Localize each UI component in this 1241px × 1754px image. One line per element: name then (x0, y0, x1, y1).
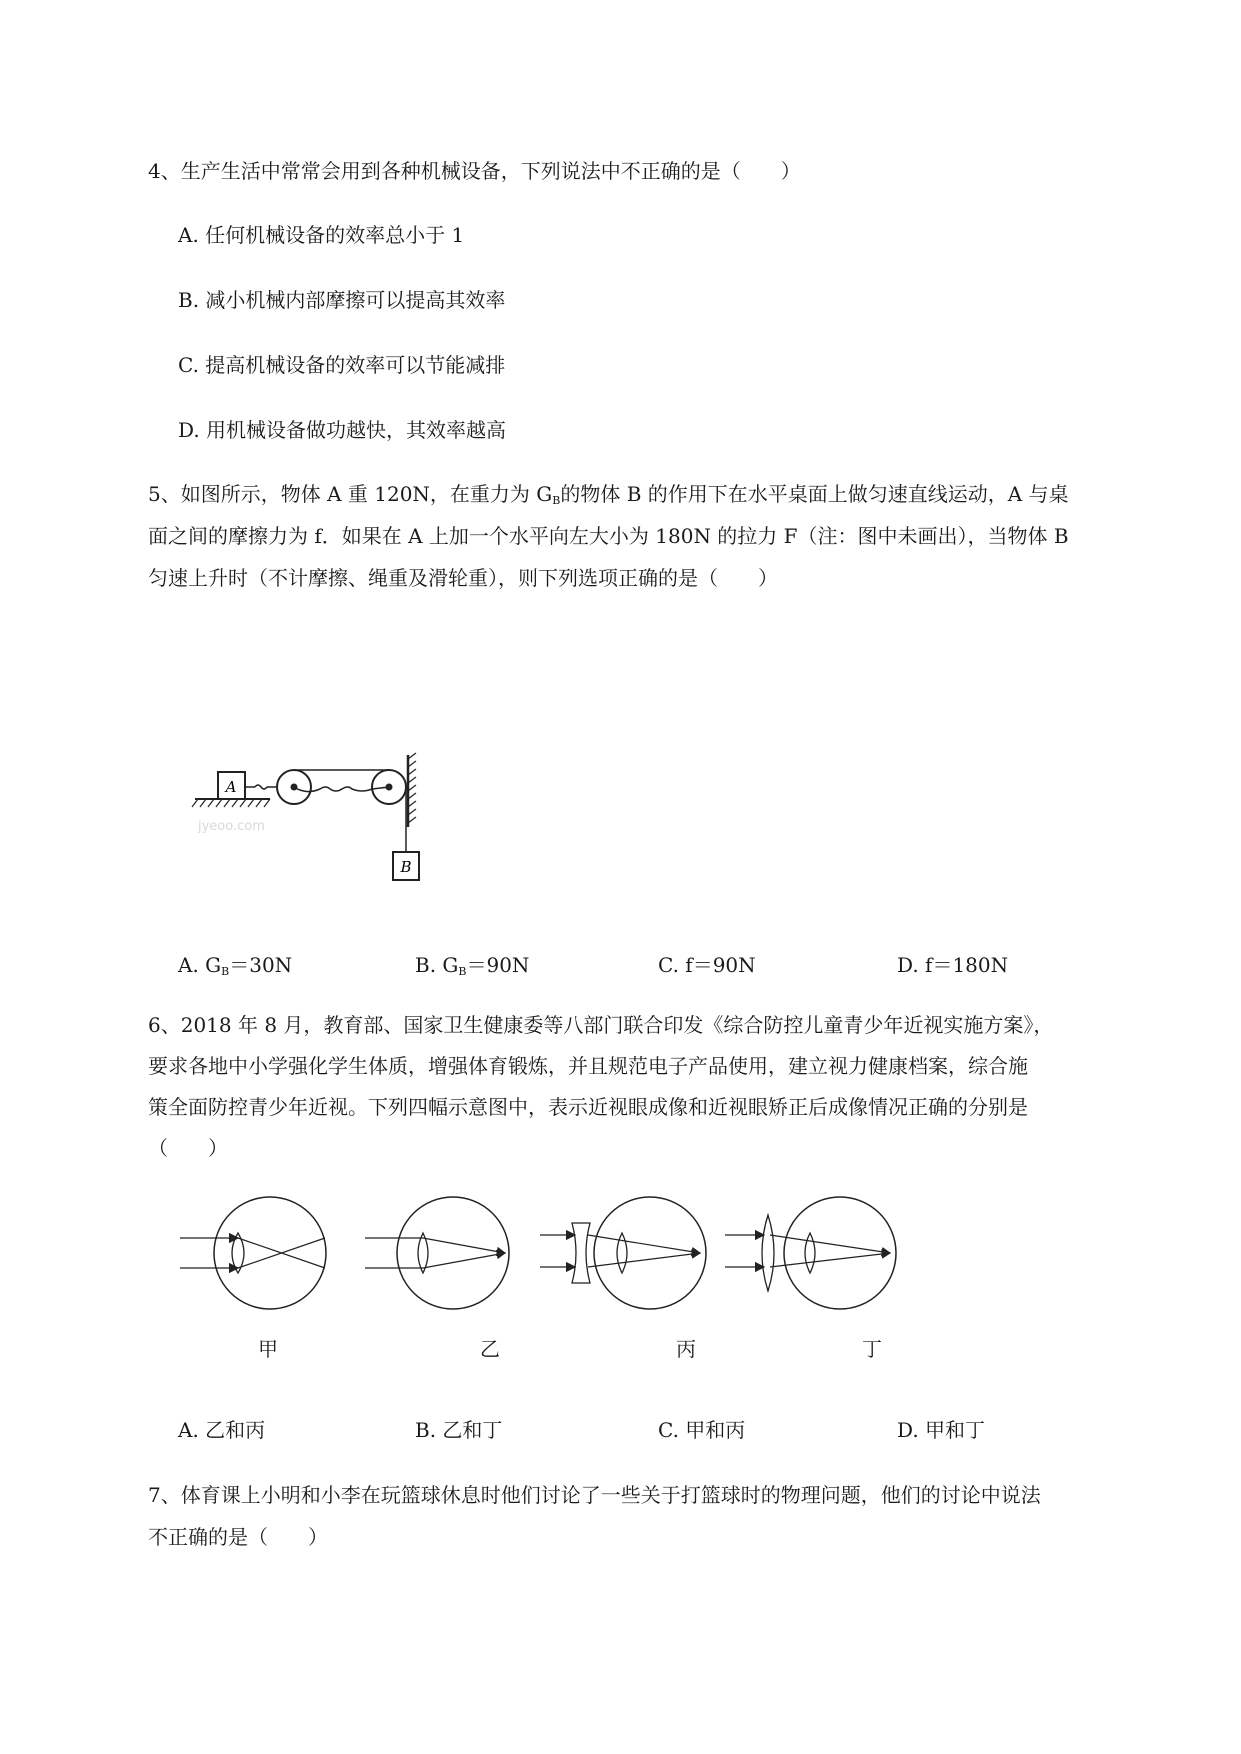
q6-option-c: C. 甲和丙 (658, 1418, 746, 1442)
eye-label-ding: 丁 (862, 1337, 882, 1361)
q4-stem: 4、生产生活中常常会用到各种机械设备，下列说法中不正确的是（ ） (148, 159, 801, 183)
q5-option-c: C. f＝90N (658, 953, 756, 977)
q7-stem-line2: 不正确的是（ ） (148, 1525, 328, 1549)
q6-option-b: B. 乙和丁 (415, 1418, 503, 1442)
q6-stem-line3: 策全面防控青少年近视。下列四幅示意图中，表示近视眼成像和近视眼矫正后成像情况正确的分别是 (148, 1095, 1028, 1119)
eye-diagram-yi (365, 1197, 509, 1309)
q6-option-a: A. 乙和丙 (178, 1418, 266, 1442)
q6-option-d: D. 甲和丁 (897, 1418, 986, 1442)
q4-option-b: B. 减小机械内部摩擦可以提高其效率 (178, 288, 506, 312)
q7-stem-line1: 7、体育课上小明和小李在玩篮球休息时他们讨论了一些关于打篮球时的物理问题，他们的讨论中说法 (148, 1483, 1041, 1507)
q6-stem-line1: 6、2018 年 8 月，教育部、国家卫生健康委等八部门联合印发《综合防控儿童青少年近视实施方案》， (148, 1013, 1054, 1037)
eye-diagram-bing (540, 1197, 706, 1309)
q5-stem-line1: 5、如图所示，物体 A 重 120N，在重力为 $G_B$的物体 B 的作用下在水平桌面上做匀速直线运动，A 与桌 (148, 482, 1069, 507)
eye-label-yi: 乙 (480, 1337, 500, 1361)
block-a-label: A (225, 778, 237, 796)
q5-option-a: A. $G_B=30N$ (178, 953, 293, 978)
q4-option-d: D. 用机械设备做功越快，其效率越高 (178, 418, 507, 442)
eye-label-jia: 甲 (258, 1337, 278, 1361)
block-b-label: B (400, 858, 412, 876)
q4-option-c: C. 提高机械设备的效率可以节能减排 (178, 353, 506, 377)
eye-diagram-jia (180, 1197, 326, 1309)
q5-pulley-figure (190, 755, 450, 890)
q5-option-b: B. $G_B=90N$ (415, 953, 530, 978)
watermark: jyeoo.com (198, 819, 265, 834)
q5-stem-line2: 面之间的摩擦力为 f．如果在 A 上加一个水平向左大小为 180N 的拉力 F（注：图中未画出），当物体 B (148, 524, 1069, 548)
q6-stem-line2: 要求各地中小学强化学生体质，增强体育锻炼，并且规范电子产品使用，建立视力健康档案，综合施 (148, 1054, 1028, 1078)
eye-diagram-ding (725, 1197, 896, 1309)
q6-stem-line4: （ ） (148, 1136, 228, 1160)
q5-option-d: D. f＝180N (897, 953, 1009, 977)
eye-label-bing: 丙 (676, 1337, 696, 1361)
q6-eye-diagrams (170, 1195, 950, 1315)
q4-option-a: A. 任何机械设备的效率总小于 1 (178, 223, 465, 247)
q5-stem-line3: 匀速上升时（不计摩擦、绳重及滑轮重），则下列选项正确的是（ ） (148, 566, 778, 590)
